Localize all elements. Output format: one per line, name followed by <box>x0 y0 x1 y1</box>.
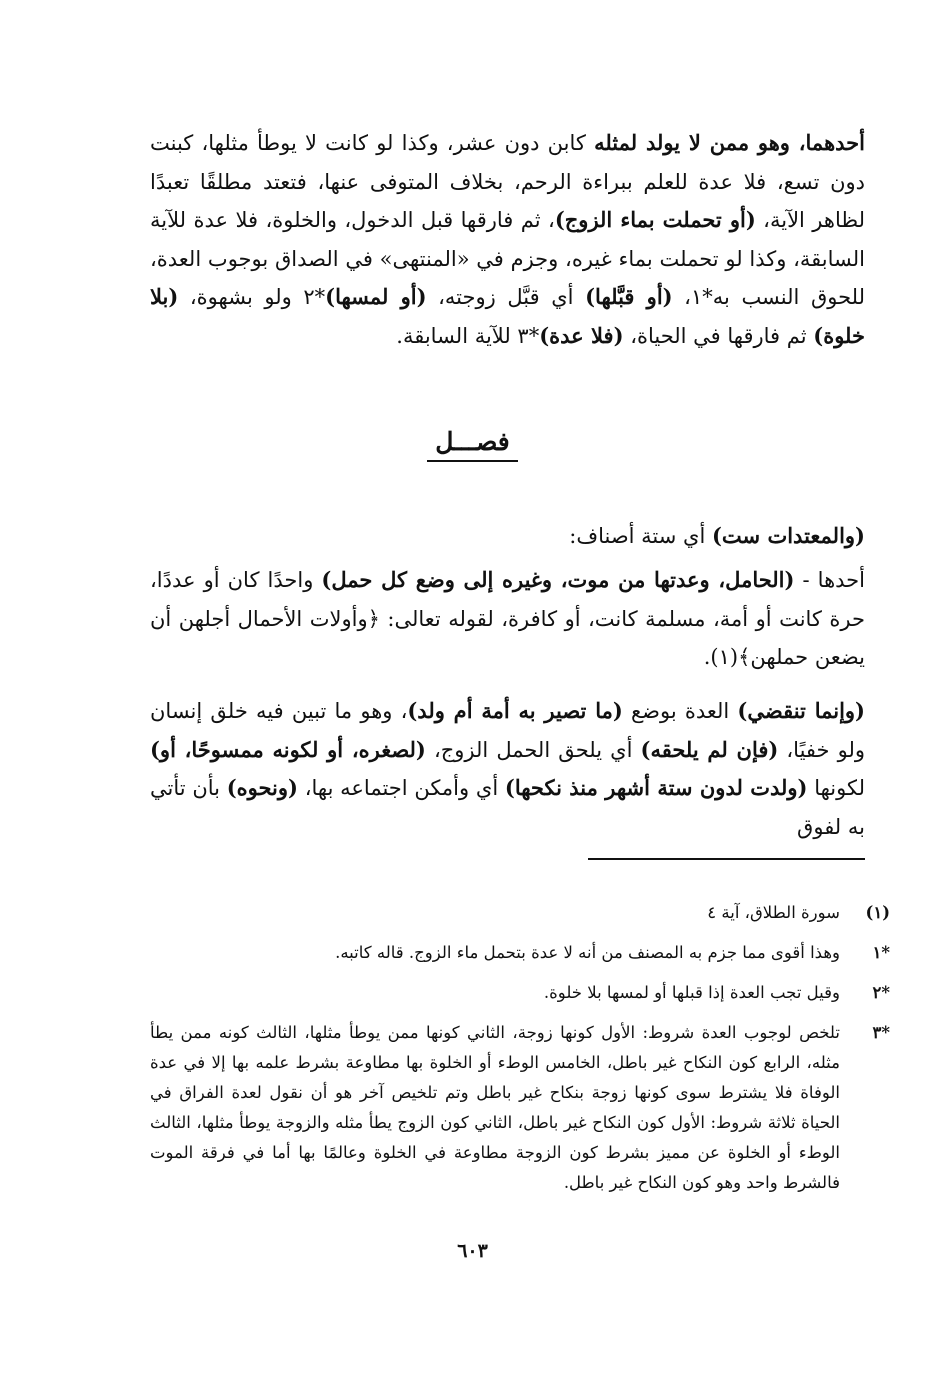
paragraph-text <box>150 692 865 846</box>
commentary-text: أي وأمكن اجتماعه بها، <box>297 776 505 801</box>
footnote-marker: (١) <box>865 903 890 922</box>
footnote-star-3 <box>150 1018 890 1198</box>
section-heading <box>0 427 945 462</box>
matn-text: (والمعتدات ست) <box>711 523 865 548</box>
commentary-text: بأن تأتي به لفوق <box>150 776 865 839</box>
matn-text: (فلا عدة) <box>539 322 624 348</box>
matn-text: (فإن لم يلحقه) <box>640 736 779 762</box>
commentary-text: العدة بوضع <box>622 699 738 723</box>
footnote-marker: *٣ <box>872 1023 890 1042</box>
footnote-marker: *١ <box>872 943 890 962</box>
paragraph-pregnant <box>150 561 865 677</box>
commentary-text: ثم فارقها في الحياة، <box>623 323 814 348</box>
commentary-text: *٢ ولو بشهوة، <box>178 285 326 310</box>
footnote-1 <box>150 898 890 928</box>
matn-text: (الحامل، وعدتها من موت، وغيره إلى وضع كل حمل) <box>321 567 795 592</box>
section-heading-text: فصـــل <box>427 427 518 462</box>
commentary-text: أي ستة أصناف: <box>569 524 712 548</box>
paragraph-text <box>150 561 865 677</box>
commentary-text: ، ثم فارقها قبل الدخول، والخلوة، فلا عدة للآية السابقة، وكذا لو تحملت بماء غيره، وجزم في «المنتهى» في الصداق بوجوب العدة، للحوق النسب به*١، <box>150 208 865 310</box>
paragraph-continuation <box>150 124 865 356</box>
matn-text: (بلا خلوة) <box>150 284 865 348</box>
paragraph-categories <box>150 517 865 556</box>
commentary-text: ، وهو ما تبين فيه خلق إنسان ولو خفيًا، <box>150 699 865 762</box>
footnote-text: وهذا أقوى مما جزم به المصنف من أنه لا عدة بتحمل ماء الزوج. قاله كاتبه. <box>335 943 840 962</box>
matn-text: (ونحوه) <box>226 775 298 801</box>
matn-text: (أو تحملت بماء الزوج) <box>554 207 756 233</box>
page-number: ٦٠٣ <box>457 1240 488 1262</box>
matn-text: (أو قبَّلها) <box>585 284 673 310</box>
matn-text: (ولدت لدون ستة أشهر منذ نكحها) <box>504 775 808 801</box>
footnote-text: وقيل تجب العدة إذا قبلها أو لمسها بلا خلوة. <box>543 983 840 1002</box>
paragraph-text <box>150 124 865 356</box>
matn-text: (أو لمسها) <box>325 284 427 310</box>
matn-text: أحدهما، وهو ممن لا يولد لمثله <box>594 130 865 155</box>
footnote-star-2 <box>150 978 890 1008</box>
commentary-text: كابن دون عشر، وكذا لو كانت لا يوطأ مثلها، كبنت دون تسع، فلا عدة للعلم ببراءة الرحم، بخلاف المتوفى عنها، فتعتد مطلقًا تعبدًا لظاهر الآية، <box>150 131 865 233</box>
footnote-text: تلخص لوجوب العدة شروط: الأول كونها زوجة، الثاني كونها ممن يوطأ مثلها، الثالث كونه ممن يطأ مثله، الرابع كون النكاح غير باطل، الخامس الوطء أو الخلوة بها مطاوعة بشرط علمه بها إلا في عدة الوفاة فلا يشترط سوى كونها زوجة بنكاح غير باطل وتم تلخيص آخر هو أن نقول لعدة الفراق في الحياة ثلاثة شروط: الأول كون النكاح غير باطل، الثاني كون الزوج يطأ مثله والزوجة يوطأ مثلها، الثالث الوطء أو الخلوة عن مميز بشرط كون الزوجة مطاوعة في الخلوة وعالمًا بها أما في فرقة الموت فالشرط واحد وهو كون النكاح غير باطل. <box>150 1023 840 1192</box>
matn-text: (ما تصير به أمة أم ولد) <box>407 698 623 723</box>
commentary-text: أي قبَّل زوجته، <box>426 285 586 310</box>
footnote-star-1 <box>150 938 890 968</box>
footnote-marker: *٢ <box>872 983 890 1002</box>
matn-text: (لصغره، أو لكونه ممسوحًا، أو) <box>150 736 426 762</box>
commentary-text: *٣ للآية السابقة. <box>396 323 540 348</box>
footnote-separator <box>588 858 865 860</box>
paragraph-text <box>150 517 865 556</box>
footnote-text: سورة الطلاق، آية ٤ <box>707 903 840 922</box>
commentary-text: أي يلحق الحمل الزوج، <box>425 737 641 762</box>
paragraph-termination <box>150 692 865 846</box>
commentary-text: أحدها - <box>794 568 865 592</box>
matn-text: (وإنما تنقضي) <box>737 698 865 723</box>
commentary-text: واحدًا كان أو عددًا، حرة كانت أو أمة، مسلمة كانت، أو كافرة، لقوله تعالى: ﴿وأولات الأحمال أجلهن أن يضعن حملهن﴾(١). <box>150 568 865 670</box>
commentary-text: لكونها <box>807 776 865 801</box>
